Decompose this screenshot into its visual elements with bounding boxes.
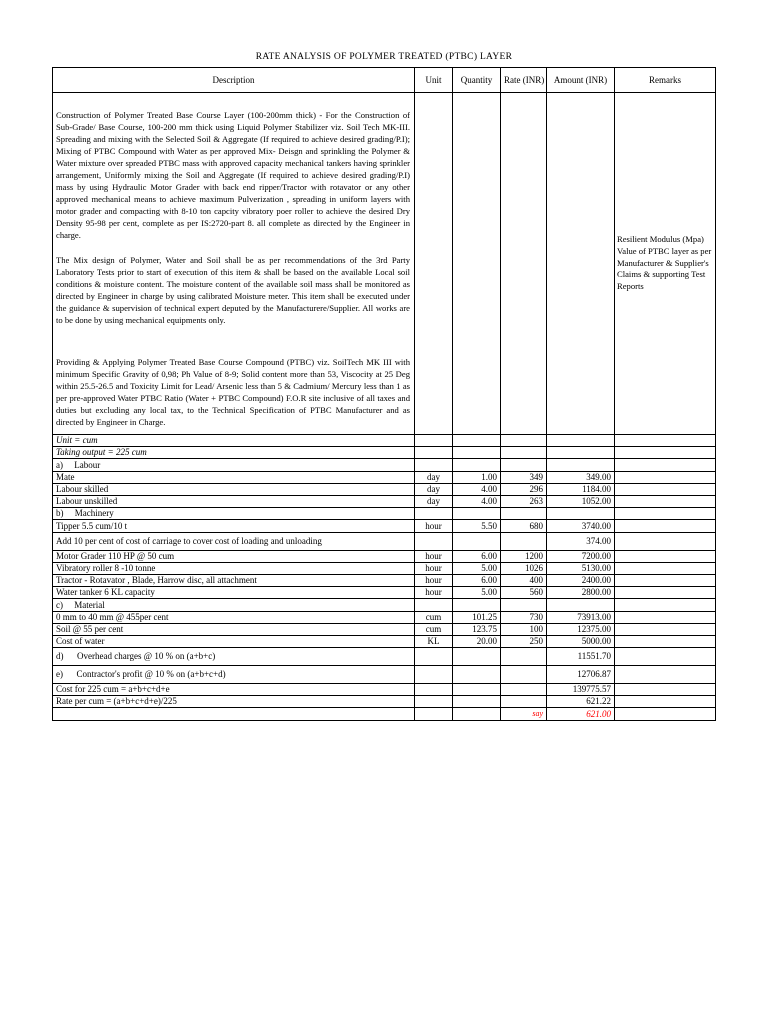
- row-remarks: [615, 532, 716, 550]
- header-unit: Unit: [415, 68, 453, 93]
- row-unit: [415, 648, 453, 666]
- row-description: Motor Grader 110 HP @ 50 cum: [53, 550, 415, 562]
- row-remarks: [615, 599, 716, 611]
- row-description: Taking output = 225 cum: [53, 447, 415, 459]
- row-unit: day: [415, 496, 453, 508]
- row-description: Cost of water: [53, 635, 415, 647]
- page-title: RATE ANALYSIS OF POLYMER TREATED (PTBC) LAYER: [255, 52, 513, 62]
- rate-analysis-table: [52, 67, 716, 721]
- table-row: [53, 562, 716, 574]
- row-rate: 296: [501, 483, 547, 495]
- row-unit: [415, 447, 453, 459]
- table-row: [53, 550, 716, 562]
- row-remarks: [615, 459, 716, 471]
- empty-cell: [415, 93, 453, 435]
- table-row: [53, 496, 716, 508]
- row-rate: [501, 648, 547, 666]
- row-quantity: [453, 599, 501, 611]
- item-description-cell: [53, 93, 415, 435]
- row-rate: 560: [501, 587, 547, 599]
- row-description: Tipper 5.5 cum/10 t: [53, 520, 415, 532]
- empty-cell: [615, 708, 716, 720]
- row-amount: [547, 459, 615, 471]
- remarks-cell: Resilient Modulus (Mpa) Value of PTBC layer as per Manufacturer & Supplier's Claims & supporting Test Reports: [615, 93, 716, 435]
- row-unit: [415, 684, 453, 696]
- row-amount: 374.00: [547, 532, 615, 550]
- row-amount: 5000.00: [547, 635, 615, 647]
- row-amount: 73913.00: [547, 611, 615, 623]
- row-amount: 7200.00: [547, 550, 615, 562]
- row-amount: 3740.00: [547, 520, 615, 532]
- row-description: Cost for 225 cum = a+b+c+d+e: [53, 684, 415, 696]
- description-paragraph-1: Construction of Polymer Treated Base Course Layer (100-200mm thick) - For the Construction of Sub-Grade/ Base Course, 100-200 mm thick using Liquid Polymer Stabilizer viz. Soil Tech MK-III. Spreading and mixing with the Selected Soil & Aggregate (If required to achieve desired grading/P.I); Mixing of PTBC Compound with Water as per approved Mix- Deisgn and sprinkling the Polymer & Water mixture over spreaded PTBC mass with approved capacity mechanical tankers having sprinkler arrangement, Uniformly mixing the Soil and Aggregate (If required to achieve desired grading/P.I) mass by using Hydraulic Motor Grader with back end ripper/Tractor with rotavator or any other approved mechanical means to achieve maximum Pulverization , spreading in uniform layers with motor grader and compacting with 8-10 ton capcity vibratory poer roller to achieve the desired Dry Density 95-98 per cent, complete as per IS:2720-part 8. all complete as directed by the Engineer in charge.: [56, 110, 410, 241]
- table-row: [53, 447, 716, 459]
- row-rate: 730: [501, 611, 547, 623]
- row-amount: 621.22: [547, 696, 615, 708]
- row-remarks: [615, 696, 716, 708]
- row-description: Labour skilled: [53, 483, 415, 495]
- row-remarks: [615, 496, 716, 508]
- row-rate: 1026: [501, 562, 547, 574]
- final-rate-row: [53, 708, 716, 720]
- row-remarks: [615, 550, 716, 562]
- row-rate: 250: [501, 635, 547, 647]
- row-quantity: [453, 435, 501, 447]
- table-row: [53, 459, 716, 471]
- row-remarks: [615, 520, 716, 532]
- table-row: [53, 599, 716, 611]
- row-rate: [501, 447, 547, 459]
- row-unit: hour: [415, 587, 453, 599]
- table-row: [53, 471, 716, 483]
- row-quantity: 123.75: [453, 623, 501, 635]
- row-unit: [415, 599, 453, 611]
- description-paragraph-2: The Mix design of Polymer, Water and Soil shall be as per recommendations of the 3rd Party Laboratory Tests prior to start of execution of this item & shall be based on the available Local soil conditions & moisture content. The moisture content of the available soil mass shall be monitored as directed by Engineer in charge by using calibrated Moisture meter. This item shall be executed under the guidance & supervision of technical expert deputed by the Manufacturere/Supplier. All works are to be done by using mechanical equipments only.: [56, 254, 410, 325]
- row-rate: [501, 532, 547, 550]
- table-row: [53, 611, 716, 623]
- table-row: [53, 435, 716, 447]
- row-unit: hour: [415, 574, 453, 586]
- table-row: [53, 684, 716, 696]
- row-amount: 2800.00: [547, 587, 615, 599]
- row-description: Add 10 per cent of cost of carriage to cover cost of loading and unloading: [53, 532, 415, 550]
- row-quantity: 101.25: [453, 611, 501, 623]
- table-row: [53, 696, 716, 708]
- row-rate: 349: [501, 471, 547, 483]
- table-row: [53, 623, 716, 635]
- row-unit: day: [415, 483, 453, 495]
- row-rate: 400: [501, 574, 547, 586]
- row-unit: hour: [415, 562, 453, 574]
- row-unit: [415, 459, 453, 471]
- row-quantity: [453, 684, 501, 696]
- table-row: [53, 587, 716, 599]
- item-description-row: [53, 93, 716, 435]
- row-quantity: 4.00: [453, 483, 501, 495]
- row-rate: 680: [501, 520, 547, 532]
- row-amount: [547, 599, 615, 611]
- row-description: Mate: [53, 471, 415, 483]
- row-description: c) Material: [53, 599, 415, 611]
- row-amount: 139775.57: [547, 684, 615, 696]
- row-remarks: [615, 562, 716, 574]
- header-remarks: Remarks: [615, 68, 716, 93]
- row-description: b) Machinery: [53, 508, 415, 520]
- row-rate: [501, 696, 547, 708]
- table-row: [53, 635, 716, 647]
- header-quantity: Quantity: [453, 68, 501, 93]
- description-paragraph-3: Providing & Applying Polymer Treated Base Course Compound (PTBC) viz. SoilTech MK III with minimum Specific Gravity of 0,98; Ph Value of 8-9; Solid content more than 53, Viscocity at 25 Deg within 25.5-26.5 and Toxicity Limit for Lead/ Arsenic less than 5 & Cadmium/ Mercury less than 1 as per pre-approved Water PTBC Ratio (Water + PTBC Compound) F.O.R site inclusive of all taxes and duties but excluding any local tax, to the Technical Specification of PTBC Manufacturer and as directed by Engineer in Charge.: [56, 356, 410, 428]
- table-row: [53, 508, 716, 520]
- row-amount: 12706.87: [547, 666, 615, 684]
- row-amount: 12375.00: [547, 623, 615, 635]
- row-amount: [547, 447, 615, 459]
- row-rate: [501, 684, 547, 696]
- row-unit: [415, 532, 453, 550]
- row-rate: [501, 435, 547, 447]
- row-description: a) Labour: [53, 459, 415, 471]
- row-remarks: [615, 574, 716, 586]
- row-rate: [501, 666, 547, 684]
- row-amount: 1184.00: [547, 483, 615, 495]
- final-rate-amount: 621.00: [547, 708, 615, 720]
- table-row: [53, 520, 716, 532]
- row-quantity: 20.00: [453, 635, 501, 647]
- table-row: [53, 648, 716, 666]
- row-quantity: 6.00: [453, 574, 501, 586]
- row-unit: day: [415, 471, 453, 483]
- row-amount: 2400.00: [547, 574, 615, 586]
- row-unit: hour: [415, 520, 453, 532]
- row-description: e) Contractor's profit @ 10 % on (a+b+c+d): [53, 666, 415, 684]
- row-quantity: 5.00: [453, 562, 501, 574]
- row-description: Tractor - Rotavator , Blade, Harrow disc, all attachment: [53, 574, 415, 586]
- row-quantity: 4.00: [453, 496, 501, 508]
- row-remarks: [615, 447, 716, 459]
- row-unit: [415, 435, 453, 447]
- empty-cell: [453, 93, 501, 435]
- row-quantity: [453, 696, 501, 708]
- row-description: Labour unskilled: [53, 496, 415, 508]
- table-row: [53, 666, 716, 684]
- row-amount: 11551.70: [547, 648, 615, 666]
- row-description: 0 mm to 40 mm @ 455per cent: [53, 611, 415, 623]
- row-rate: [501, 508, 547, 520]
- row-description: d) Overhead charges @ 10 % on (a+b+c): [53, 648, 415, 666]
- row-remarks: [615, 684, 716, 696]
- row-remarks: [615, 483, 716, 495]
- row-rate: [501, 459, 547, 471]
- say-label: say: [501, 708, 547, 720]
- row-description: Rate per cum = (a+b+c+d+e)/225: [53, 696, 415, 708]
- row-amount: 349.00: [547, 471, 615, 483]
- row-amount: [547, 508, 615, 520]
- row-quantity: 6.00: [453, 550, 501, 562]
- row-remarks: [615, 648, 716, 666]
- row-quantity: [453, 532, 501, 550]
- row-unit: [415, 696, 453, 708]
- row-remarks: [615, 611, 716, 623]
- table-row: [53, 532, 716, 550]
- row-amount: 5130.00: [547, 562, 615, 574]
- row-remarks: [615, 508, 716, 520]
- row-unit: [415, 666, 453, 684]
- row-rate: 263: [501, 496, 547, 508]
- row-quantity: [453, 459, 501, 471]
- row-description: Vibratory roller 8 -10 tonne: [53, 562, 415, 574]
- header-description: Description: [53, 68, 415, 93]
- row-quantity: 1.00: [453, 471, 501, 483]
- row-quantity: 5.50: [453, 520, 501, 532]
- row-description: Water tanker 6 KL capacity: [53, 587, 415, 599]
- row-unit: cum: [415, 611, 453, 623]
- empty-cell: [53, 708, 415, 720]
- table-row: [53, 483, 716, 495]
- empty-cell: [547, 93, 615, 435]
- row-remarks: [615, 635, 716, 647]
- header-amount: Amount (INR): [547, 68, 615, 93]
- empty-cell: [415, 708, 453, 720]
- row-remarks: [615, 587, 716, 599]
- row-quantity: [453, 447, 501, 459]
- row-remarks: [615, 471, 716, 483]
- row-unit: hour: [415, 550, 453, 562]
- row-quantity: [453, 666, 501, 684]
- row-remarks: [615, 435, 716, 447]
- row-amount: 1052.00: [547, 496, 615, 508]
- row-quantity: [453, 648, 501, 666]
- empty-cell: [501, 93, 547, 435]
- row-quantity: 5.00: [453, 587, 501, 599]
- row-remarks: [615, 666, 716, 684]
- row-description: Soil @ 55 per cent: [53, 623, 415, 635]
- row-rate: 1200: [501, 550, 547, 562]
- row-amount: [547, 435, 615, 447]
- header-rate: Rate (INR): [501, 68, 547, 93]
- row-rate: [501, 599, 547, 611]
- empty-cell: [453, 708, 501, 720]
- row-remarks: [615, 623, 716, 635]
- row-unit: KL: [415, 635, 453, 647]
- header-row: [53, 68, 716, 93]
- row-unit: cum: [415, 623, 453, 635]
- row-description: Unit = cum: [53, 435, 415, 447]
- row-quantity: [453, 508, 501, 520]
- row-unit: [415, 508, 453, 520]
- row-rate: 100: [501, 623, 547, 635]
- table-row: [53, 574, 716, 586]
